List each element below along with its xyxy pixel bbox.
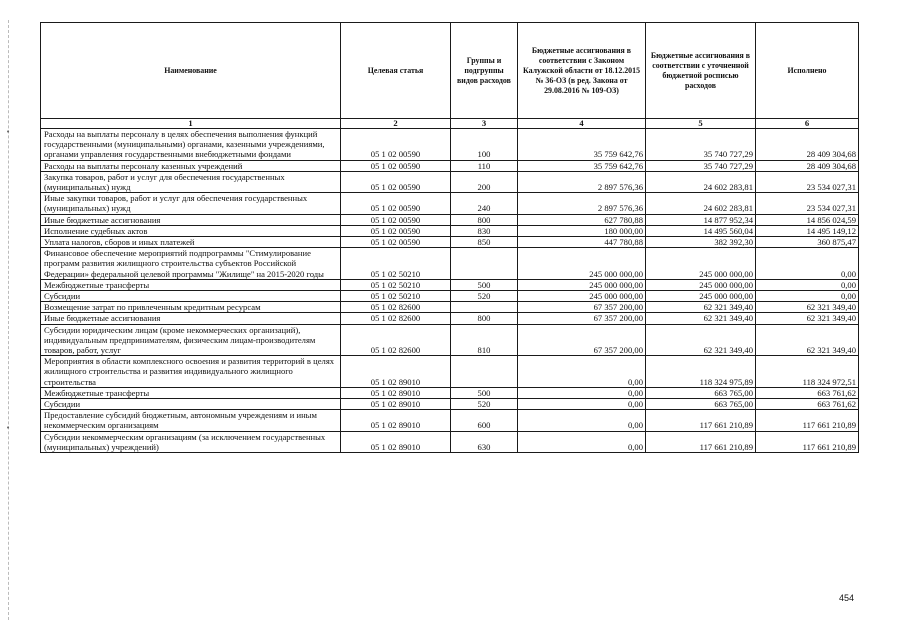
row-budget-refined: 117 661 210,89 <box>646 410 756 431</box>
row-name: Межбюджетные трансферты <box>41 279 341 290</box>
row-budget-refined: 62 321 349,40 <box>646 313 756 324</box>
row-name: Субсидии <box>41 399 341 410</box>
row-budget-refined: 663 765,00 <box>646 399 756 410</box>
table-row <box>41 193 859 214</box>
table-row <box>41 324 859 356</box>
row-target-article: 05 1 02 82600 <box>341 302 451 313</box>
row-name: Иные закупки товаров, работ и услуг для обеспечения государственных (муниципальных) нужд <box>41 193 341 214</box>
row-expense-group: 630 <box>451 431 518 452</box>
row-expense-group: 520 <box>451 399 518 410</box>
table-body <box>41 129 859 453</box>
row-expense-group: 500 <box>451 279 518 290</box>
column-number-row <box>41 119 859 129</box>
row-name: Расходы на выплаты персоналу казенных учреждений <box>41 160 341 171</box>
row-name: Финансовое обеспечение мероприятий подпрограммы "Стимулирование программ развития жилищного строительства субъектов Российской Федерации» федеральной целевой программы "Жилище" на 2015-2020 годы <box>41 248 341 280</box>
row-name: Закупка товаров, работ и услуг для обеспечения государственных (муниципальных) нужд <box>41 171 341 192</box>
row-name: Исполнение судебных актов <box>41 225 341 236</box>
table-row <box>41 291 859 302</box>
row-executed: 23 534 027,31 <box>756 193 859 214</box>
row-target-article: 05 1 02 89010 <box>341 399 451 410</box>
table-row <box>41 248 859 280</box>
row-budget-refined: 14 495 560,04 <box>646 225 756 236</box>
row-target-article: 05 1 02 00590 <box>341 193 451 214</box>
row-expense-group: 800 <box>451 313 518 324</box>
row-budget-law: 245 000 000,00 <box>518 279 646 290</box>
row-target-article: 05 1 02 00590 <box>341 225 451 236</box>
row-executed: 62 321 349,40 <box>756 313 859 324</box>
row-expense-group <box>451 356 518 388</box>
row-budget-refined: 62 321 349,40 <box>646 302 756 313</box>
row-executed: 62 321 349,40 <box>756 324 859 356</box>
header-name: Наименование <box>41 23 341 119</box>
row-executed: 117 661 210,89 <box>756 431 859 452</box>
row-name: Субсидии юридическим лицам (кроме некоммерческих организаций), индивидуальным предпринимателям, физическим лицам-производителям товаров, работ, услуг <box>41 324 341 356</box>
hole-punch-mark: • <box>6 424 11 432</box>
row-target-article: 05 1 02 00590 <box>341 237 451 248</box>
table-row <box>41 387 859 398</box>
row-budget-refined: 24 602 283,81 <box>646 171 756 192</box>
row-expense-group: 800 <box>451 214 518 225</box>
row-executed: 0,00 <box>756 248 859 280</box>
row-budget-refined: 245 000 000,00 <box>646 248 756 280</box>
row-budget-law: 67 357 200,00 <box>518 302 646 313</box>
row-executed: 360 875,47 <box>756 237 859 248</box>
row-expense-group: 240 <box>451 193 518 214</box>
row-expense-group: 520 <box>451 291 518 302</box>
row-executed: 663 761,62 <box>756 399 859 410</box>
row-budget-refined: 663 765,00 <box>646 387 756 398</box>
table-row <box>41 225 859 236</box>
header-target-article: Целевая статья <box>341 23 451 119</box>
row-target-article: 05 1 02 00590 <box>341 171 451 192</box>
row-budget-law: 447 780,88 <box>518 237 646 248</box>
row-budget-refined: 245 000 000,00 <box>646 279 756 290</box>
table-row <box>41 399 859 410</box>
column-number: 1 <box>41 119 341 129</box>
row-name: Иные бюджетные ассигнования <box>41 313 341 324</box>
row-budget-law: 35 759 642,76 <box>518 129 646 161</box>
row-expense-group: 200 <box>451 171 518 192</box>
row-budget-refined: 118 324 975,89 <box>646 356 756 388</box>
row-expense-group <box>451 248 518 280</box>
row-executed: 14 856 024,59 <box>756 214 859 225</box>
row-expense-group: 830 <box>451 225 518 236</box>
row-budget-law: 245 000 000,00 <box>518 248 646 280</box>
row-executed: 0,00 <box>756 279 859 290</box>
column-number: 2 <box>341 119 451 129</box>
column-number: 4 <box>518 119 646 129</box>
table-row <box>41 302 859 313</box>
row-target-article: 05 1 02 00590 <box>341 129 451 161</box>
page-number: 454 <box>839 593 855 603</box>
row-target-article: 05 1 02 89010 <box>341 431 451 452</box>
header-row <box>41 23 859 119</box>
row-name: Иные бюджетные ассигнования <box>41 214 341 225</box>
row-name: Уплата налогов, сборов и иных платежей <box>41 237 341 248</box>
table-row <box>41 214 859 225</box>
row-name: Мероприятия в области комплексного освоения и развития территорий в целях жилищного строительства и развития индивидуального жилищного строительства <box>41 356 341 388</box>
row-name: Межбюджетные трансферты <box>41 387 341 398</box>
header-expense-groups: Группы и подгруппы видов расходов <box>451 23 518 119</box>
row-expense-group: 110 <box>451 160 518 171</box>
row-executed: 117 661 210,89 <box>756 410 859 431</box>
row-expense-group <box>451 302 518 313</box>
table-row <box>41 129 859 161</box>
binding-margin-line <box>8 20 9 620</box>
row-executed: 663 761,62 <box>756 387 859 398</box>
hole-punch-mark: • <box>6 128 11 136</box>
row-budget-law: 0,00 <box>518 356 646 388</box>
row-budget-law: 180 000,00 <box>518 225 646 236</box>
row-expense-group: 500 <box>451 387 518 398</box>
row-executed: 118 324 972,51 <box>756 356 859 388</box>
table-row <box>41 279 859 290</box>
row-budget-refined: 35 740 727,29 <box>646 160 756 171</box>
row-name: Расходы на выплаты персоналу в целях обеспечения выполнения функций государственными (муниципальными) органами, казенными учреждениями, органами управления государственными внебюджетными фондами <box>41 129 341 161</box>
row-budget-law: 2 897 576,36 <box>518 171 646 192</box>
row-target-article: 05 1 02 89010 <box>341 410 451 431</box>
row-expense-group: 600 <box>451 410 518 431</box>
row-name: Субсидии некоммерческим организациям (за исключением государственных (муниципальных) учреждений) <box>41 431 341 452</box>
column-number: 3 <box>451 119 518 129</box>
row-budget-law: 627 780,88 <box>518 214 646 225</box>
row-target-article: 05 1 02 89010 <box>341 387 451 398</box>
row-budget-refined: 117 661 210,89 <box>646 431 756 452</box>
row-budget-refined: 35 740 727,29 <box>646 129 756 161</box>
row-executed: 28 409 304,68 <box>756 129 859 161</box>
row-target-article: 05 1 02 50210 <box>341 279 451 290</box>
row-budget-refined: 62 321 349,40 <box>646 324 756 356</box>
row-name: Субсидии <box>41 291 341 302</box>
header-executed: Исполнено <box>756 23 859 119</box>
table-row <box>41 410 859 431</box>
row-executed: 14 495 149,12 <box>756 225 859 236</box>
table-row <box>41 171 859 192</box>
row-name: Возмещение затрат по привлеченным кредитным ресурсам <box>41 302 341 313</box>
row-budget-law: 0,00 <box>518 399 646 410</box>
column-number: 5 <box>646 119 756 129</box>
row-budget-law: 0,00 <box>518 431 646 452</box>
table-row <box>41 313 859 324</box>
row-budget-law: 67 357 200,00 <box>518 313 646 324</box>
header-budget-law: Бюджетные ассигнования в соответствии с Законом Калужской области от 18.12.2015 № 36-ОЗ (в ред. Закона от 29.08.2016 № 109-ОЗ) <box>518 23 646 119</box>
row-target-article: 05 1 02 82600 <box>341 313 451 324</box>
row-expense-group: 810 <box>451 324 518 356</box>
table-row <box>41 431 859 452</box>
row-executed: 62 321 349,40 <box>756 302 859 313</box>
row-budget-refined: 382 392,30 <box>646 237 756 248</box>
row-budget-refined: 245 000 000,00 <box>646 291 756 302</box>
row-budget-law: 35 759 642,76 <box>518 160 646 171</box>
budget-execution-table <box>40 22 859 453</box>
row-budget-law: 0,00 <box>518 387 646 398</box>
row-target-article: 05 1 02 00590 <box>341 160 451 171</box>
row-executed: 0,00 <box>756 291 859 302</box>
row-executed: 28 409 304,68 <box>756 160 859 171</box>
header-budget-refined: Бюджетные ассигнования в соответствии с уточненной бюджетной росписью расходов <box>646 23 756 119</box>
row-target-article: 05 1 02 00590 <box>341 214 451 225</box>
table-row <box>41 237 859 248</box>
row-target-article: 05 1 02 89010 <box>341 356 451 388</box>
row-name: Предоставление субсидий бюджетным, автономным учреждениям и иным некоммерческим организациям <box>41 410 341 431</box>
table-row <box>41 160 859 171</box>
row-expense-group: 100 <box>451 129 518 161</box>
row-budget-law: 67 357 200,00 <box>518 324 646 356</box>
row-budget-law: 245 000 000,00 <box>518 291 646 302</box>
row-expense-group: 850 <box>451 237 518 248</box>
row-budget-refined: 24 602 283,81 <box>646 193 756 214</box>
table-row <box>41 356 859 388</box>
row-target-article: 05 1 02 50210 <box>341 291 451 302</box>
column-number: 6 <box>756 119 859 129</box>
row-target-article: 05 1 02 50210 <box>341 248 451 280</box>
row-budget-law: 0,00 <box>518 410 646 431</box>
row-budget-refined: 14 877 952,34 <box>646 214 756 225</box>
row-executed: 23 534 027,31 <box>756 171 859 192</box>
row-target-article: 05 1 02 82600 <box>341 324 451 356</box>
row-budget-law: 2 897 576,36 <box>518 193 646 214</box>
